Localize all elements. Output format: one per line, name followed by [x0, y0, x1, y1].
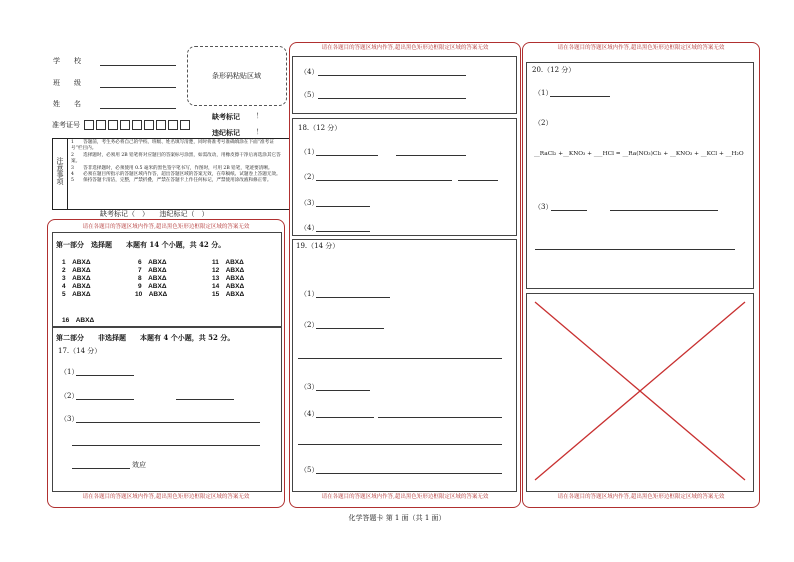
q18-2-label: （2）: [300, 173, 319, 181]
q17-3-label: （3）: [60, 415, 79, 423]
warning-note: 请在各题目的答题区域内作答,超出黑色矩形边框限定区域的答案无效: [557, 494, 725, 500]
notice-item: 5 保持答题卡清洁，完整，严禁折叠，严禁在答题卡上作任何标记，严禁使用涂改液和修正带。: [71, 178, 272, 184]
warning-note: 请在各题目的答题区域内作答,超出黑色矩形边框限定区域的答案无效: [82, 494, 250, 500]
q20-equation: __RaCl₂ +__KNO₃ + ___HCl = __Ra(NO₃)Cl₂ + __KNO₃ + __KCl + __H₂O: [534, 151, 744, 157]
q17-effect-label: 效应: [132, 461, 146, 469]
school-label: 学 校: [53, 57, 81, 65]
q17-3-blank-a[interactable]: [76, 422, 260, 423]
notice-title-cell: [53, 139, 68, 209]
warning-note: 请在各题目的答题区域内作答,超出黑色矩形边框限定区域的答案无效: [82, 224, 250, 230]
q17-5-blank[interactable]: [318, 98, 466, 99]
q20-title: 20.（12 分）: [532, 66, 576, 74]
q19-4-label: （4）: [300, 410, 319, 418]
q19-3-label: （3）: [300, 383, 319, 391]
q18-4-label: （4）: [300, 224, 319, 232]
q18-1-blank-a[interactable]: [316, 155, 378, 156]
q19-box: [292, 239, 517, 492]
school-field[interactable]: [100, 65, 176, 66]
q17-2-blank-b[interactable]: [176, 399, 234, 400]
q18-2-blank-a[interactable]: [316, 180, 452, 181]
mc-q5[interactable]: 5 ABXΔ: [62, 291, 91, 298]
barcode-area: [187, 46, 287, 106]
q17-1-label: （1）: [60, 368, 79, 376]
q19-4-blank-b[interactable]: [378, 417, 502, 418]
mc-q12[interactable]: 12 ABXΔ: [212, 267, 245, 274]
mc-q11[interactable]: 11 ABXΔ: [212, 259, 244, 266]
mc-q2[interactable]: 2 ABXΔ: [62, 267, 91, 274]
q17-4-label: （4）: [300, 68, 319, 76]
q18-3-label: （3）: [300, 199, 319, 207]
mc-q4[interactable]: 4 ABXΔ: [62, 283, 91, 290]
q18-1-blank-b[interactable]: [396, 155, 466, 156]
mc-q10[interactable]: 10 ABXΔ: [135, 291, 168, 298]
violation-mark-box[interactable]: ！: [256, 128, 263, 136]
class-field[interactable]: [100, 87, 176, 88]
mc-q9[interactable]: 9 ABXΔ: [138, 283, 167, 290]
q20-1-blank[interactable]: [550, 96, 610, 97]
q17-effect-blank[interactable]: [72, 468, 130, 469]
q20-3-blank-a[interactable]: [551, 210, 587, 211]
q19-5-label: （5）: [300, 466, 319, 474]
q17-3-blank-b[interactable]: [72, 445, 260, 446]
warning-note: 请在各题目的答题区域内作答,超出黑色矩形边框限定区域的答案无效: [557, 45, 725, 51]
q18-3-blank[interactable]: [316, 206, 370, 207]
notice-item: 4 必须在题目所指示的答题区域内作答，超出答题区域的答案无效，在草稿纸、试题卷上答题无效。: [71, 172, 281, 178]
q20-1-label: （1）: [534, 89, 553, 97]
q17-title: 17.（14 分）: [58, 347, 102, 355]
page-footer: 化学答题卡 第 1 面（共 1 面）: [348, 514, 446, 522]
violation-mark-label: 违纪标记: [212, 128, 240, 137]
warning-note: 请在各题目的答题区域内作答,超出黑色矩形边框限定区域的答案无效: [321, 45, 489, 51]
absent-mark-box[interactable]: ！: [256, 112, 263, 120]
mc-q14[interactable]: 14 ABXΔ: [212, 283, 245, 290]
warning-note: 请在各题目的答题区域内作答,超出黑色矩形边框限定区域的答案无效: [321, 494, 489, 500]
q20-3-blank-long[interactable]: [535, 249, 735, 250]
q17-2-blank-a[interactable]: [76, 399, 134, 400]
mc-q7[interactable]: 7 ABXΔ: [138, 267, 167, 274]
notice-title: 注意事项: [56, 157, 64, 185]
q18-4-blank[interactable]: [316, 231, 370, 232]
q19-title: 19.（14 分）: [296, 242, 340, 250]
mc-q13[interactable]: 13 ABXΔ: [212, 275, 245, 282]
mc-q6[interactable]: 6 ABXΔ: [138, 259, 167, 266]
marks-line: 缺考标记（ ） 违纪标记（ ）: [100, 210, 209, 218]
q19-4-blank-a[interactable]: [316, 417, 374, 418]
q19-3-blank[interactable]: [316, 390, 370, 391]
q19-4-blank-long[interactable]: [298, 444, 502, 445]
q19-2-blank-long[interactable]: [298, 358, 502, 359]
q17-1-blank[interactable]: [76, 375, 134, 376]
q17-2-label: （2）: [60, 392, 79, 400]
q17-5-label: （5）: [300, 91, 319, 99]
mc-q16[interactable]: 16 ABXΔ: [62, 317, 95, 324]
mc-q8[interactable]: 8 ABXΔ: [138, 275, 167, 282]
blank-area-box: [526, 293, 754, 492]
barcode-area-label: 条形码粘贴区域: [212, 72, 261, 80]
absent-mark-label: 缺考标记: [212, 112, 240, 121]
notice-item: 2 选择题时，必须用 2B 铅笔将对应题目的答案标号涂黑，如需改动，用橡皮擦干净后再选涂其它答案。: [71, 152, 281, 165]
notice-item: 1 答题前，考生务必将自己的学校、班级、姓名填写清楚，同时将准考号准确填涂在下面“准考证号”栏目内。: [71, 140, 274, 152]
q18-box: [292, 118, 517, 236]
notice-item: 3 答非选择题时，必须使用 0.5 毫米的黑色签字笔书写，作图时，可用 2B 铅笔，笔迹要清晰。: [71, 165, 273, 171]
class-label: 班 级: [53, 79, 81, 87]
q18-1-label: （1）: [300, 148, 319, 156]
q20-3-label: （3）: [534, 203, 553, 211]
notice-list: [71, 140, 285, 185]
q19-2-blank[interactable]: [316, 328, 384, 329]
part2-title: 第二部分 非选择题 本题有 4 个小题，共 52 分。: [56, 333, 235, 342]
mc-q15[interactable]: 15 ABXΔ: [212, 291, 245, 298]
q20-3-blank-b[interactable]: [610, 210, 718, 211]
q19-1-blank[interactable]: [316, 297, 390, 298]
part1-title: 第一部分 选择题 本题有 14 个小题，共 42 分。: [56, 240, 226, 249]
name-field[interactable]: [100, 108, 176, 109]
name-label: 姓 名: [53, 100, 81, 108]
q17-4-blank[interactable]: [318, 75, 466, 76]
exam-no-label: 准考证号: [52, 121, 80, 129]
q17-cont-box: [292, 56, 517, 114]
q18-2-blank-b[interactable]: [458, 180, 498, 181]
q20-2-label: （2）: [534, 119, 553, 127]
q19-1-label: （1）: [300, 290, 319, 298]
mc-q3[interactable]: 3 ABXΔ: [62, 275, 91, 282]
mc-q1[interactable]: 1 ABXΔ: [62, 259, 91, 266]
notice-box: [52, 138, 290, 210]
q19-2-label: （2）: [300, 321, 319, 329]
q19-5-blank[interactable]: [316, 473, 502, 474]
q18-title: 18.（12 分）: [298, 124, 342, 132]
cross-out-mark: [527, 294, 753, 491]
